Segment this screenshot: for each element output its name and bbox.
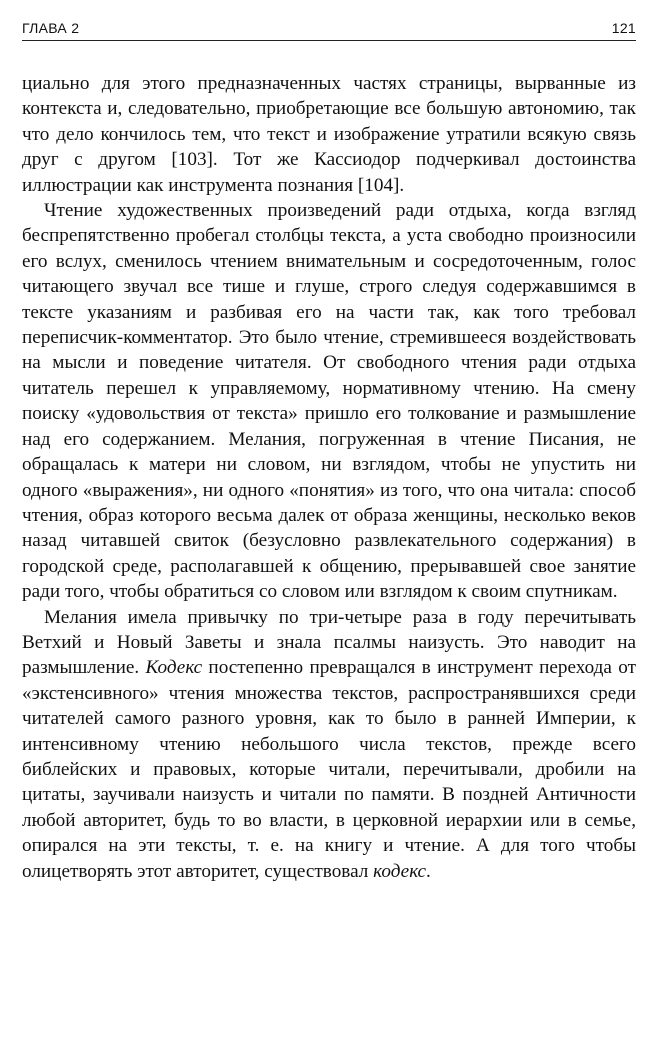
chapter-label: ГЛАВА 2 (22, 20, 80, 36)
paragraph-2-text: Чтение художественных произведений ради отдыха, когда взгляд беспрепятственно пробегал столбцы текста, а уста свободно произносили его вслух, сменилось чтением внимательным и сосредоточенным, голос читающего звучал все тише и глуше, строго следуя содержавшимся в тексте указаниям и разбивая его на части так, как того требовал переписчик-комментатор. Это было чтение, стремившееся воздействовать на мысли и поведение читателя. От свободного чтения ради отдыха читатель перешел к управляемому, нормативному чтению. На смену поиску «удовольствия от текста» пришло его толкование и размышление над его содержанием. Мелания, погруженная в чтение Писания, не обращалась к матери ни словом, ни взглядом, чтобы не упустить ни одного «выражения», ни одного «понятия» из того, что она читала: способ чтения, образ которого весьма далек от образа женщины, несколько веков назад читавшей свиток (безусловно развлекательного содержания) в городской среде, располагавшей к общению, прерывавшей свое занятие ради того, чтобы обратиться со словом или взглядом к своим спутникам. (22, 200, 636, 603)
paragraph-1-text: циально для этого предназначенных частях страницы, вырванные из контекста и, следовательно, приобретающие все большую автономию, так что дело кончилось тем, что текст и изображение утратили всякую связь друг с другом [103]. Тот же Кассиодор подчеркивал достоинства иллюстрации как инструмента познания [104]. (22, 73, 636, 196)
paragraph-3-text-a: Мелания имела привычку по три-четыре раза в году перечитывать Ветхий и Новый Заветы и знала псалмы наизусть. Это наводит на размышление. (22, 606, 636, 679)
page-number: 121 (611, 20, 636, 36)
running-header (22, 20, 636, 41)
paragraph-3-italic-codex: Кодекс (145, 657, 203, 679)
paragraph-3 (22, 605, 636, 884)
body-text (22, 71, 636, 884)
paragraph-2 (22, 198, 636, 605)
paragraph-3-text-b: постепенно превращался в инструмент перехода от «экстенсивного» чтения множества текстов, распространявшихся среди читателей самого разного уровня, как то было в ранней Империи, к интенсивному чтению небольшого числа текстов, прежде всего библейских и правовых, которые читали, перечитывали, дробили на цитаты, заучивали наизусть и читали по памяти. В поздней Античности любой авторитет, будь то во власти, в церковной иерархии или в семье, опирался на эти тексты, т. е. на книгу и чтение. А для того чтобы олицетворять этот авторитет, существовал (22, 657, 637, 882)
paragraph-1 (22, 71, 636, 198)
paragraph-3-italic-codex-2: кодекс (373, 860, 426, 882)
paragraph-3-text-end: . (425, 860, 431, 882)
book-page (22, 20, 636, 884)
